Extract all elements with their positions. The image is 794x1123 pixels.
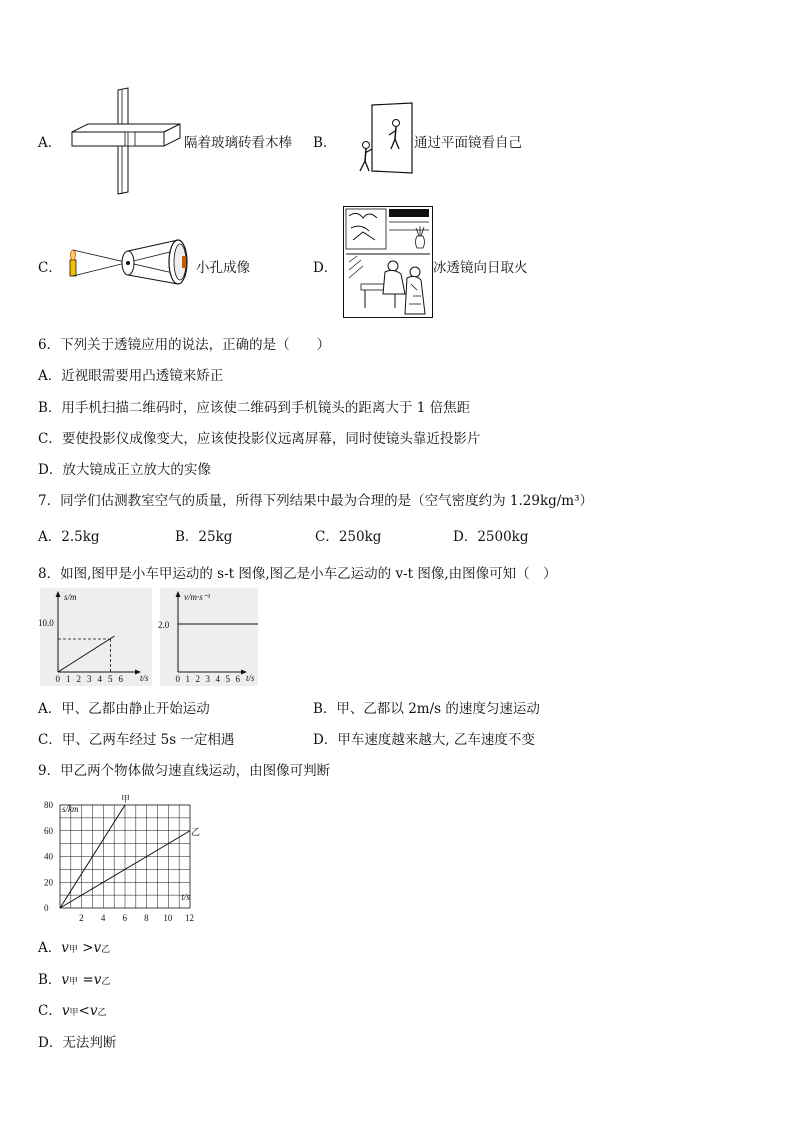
q5-option-b-caption: 通过平面镜看自己 xyxy=(414,135,522,151)
q9-option-d xyxy=(38,1031,116,1051)
q9-st-chart xyxy=(30,790,210,928)
x-tick-label: 1 xyxy=(66,674,71,684)
y-tick-label: 20 xyxy=(44,877,53,888)
y-tick-label: 0 xyxy=(44,903,49,913)
x-tick-label: 5 xyxy=(108,674,113,684)
x-tick-label: 8 xyxy=(144,913,149,923)
q9-option-a-letter: A． xyxy=(38,940,62,956)
q5-option-a-caption: 隔着玻璃砖看木棒 xyxy=(184,135,292,151)
x-tick-label: 1 xyxy=(185,674,190,684)
q8-option-a: A．甲、乙都由静止开始运动 xyxy=(38,701,210,717)
q9-a-op: > xyxy=(77,940,94,956)
q9-c-v2: v xyxy=(89,1003,98,1019)
q8-left-xlabel: t/s xyxy=(140,673,149,683)
q9-c-op: < xyxy=(78,1003,90,1019)
x-tick-label: 6 xyxy=(118,674,123,684)
y-axis-label: s/km xyxy=(62,804,79,814)
q9-b-op: = xyxy=(78,972,94,988)
q8-st-chart xyxy=(40,588,152,686)
q9-b-sub2: 乙 xyxy=(101,977,111,987)
q5-option-d-caption: 冰透镜向日取火 xyxy=(433,260,528,276)
q8-left-ylabel: s/m xyxy=(64,592,77,602)
series-label: 甲 xyxy=(121,794,131,804)
x-tick-label: 2 xyxy=(79,913,84,923)
x-tick-label: 2 xyxy=(195,674,200,684)
q5-option-a-letter: A． xyxy=(38,135,62,151)
q9-c-sub2: 乙 xyxy=(97,1008,107,1018)
q6-option-a: A．近视眼需要用凸透镜来矫正 xyxy=(38,368,224,384)
q9-option-d-text: 无法判断 xyxy=(62,1035,117,1051)
x-tick-label: 0 xyxy=(55,674,60,684)
x-tick-label: 4 xyxy=(97,674,102,684)
q8-vt-chart xyxy=(160,588,258,686)
ice-lens-fire-illustration xyxy=(343,206,433,318)
q9-option-a xyxy=(38,936,110,956)
q8-option-c: C．甲、乙两车经过 5s 一定相遇 xyxy=(38,732,235,748)
q8-left-ytick: 10.0 xyxy=(38,618,54,628)
q7-stem: 7．同学们估测教室空气的质量，所得下列结果中最为合理的是（空气密度约为 1.29kg/m³） xyxy=(38,493,594,509)
series-label: 乙 xyxy=(191,826,201,837)
q6-option-d: D．放大镜成正立放大的实像 xyxy=(38,462,211,478)
q7-option-c: C．250kg xyxy=(315,529,382,545)
q9-a-sub1: 甲 xyxy=(68,945,78,955)
q9-option-c xyxy=(38,999,106,1019)
q9-b-v1: v xyxy=(61,972,70,988)
x-tick-label: 3 xyxy=(205,674,210,684)
q8-option-d: D．甲车速度越来越大, 乙车速度不变 xyxy=(313,732,535,748)
x-tick-label: 5 xyxy=(225,674,230,684)
q9-a-v1: v xyxy=(61,940,69,956)
q8-option-b: B．甲、乙都以 2m/s 的速度匀速运动 xyxy=(313,701,540,717)
q6-stem: 6．下列关于透镜应用的说法，正确的是（ ） xyxy=(38,337,331,353)
glass-brick-rod-figure xyxy=(70,88,182,194)
q9-option-c-letter: C． xyxy=(38,1003,62,1019)
plane-mirror-figure xyxy=(352,103,414,175)
x-tick-label: 10 xyxy=(163,913,173,923)
q7-option-d: D．2500kg xyxy=(453,529,529,545)
x-tick-label: 4 xyxy=(215,674,220,684)
q9-a-v2: v xyxy=(93,940,102,956)
q5-option-c-caption: 小孔成像 xyxy=(196,260,250,276)
x-tick-label: 6 xyxy=(235,674,240,684)
q8-right-xlabel: t/s xyxy=(246,673,255,683)
x-tick-label: 2 xyxy=(76,674,81,684)
q7-option-a: A．2.5kg xyxy=(38,529,100,545)
q8-right-ytick: 2.0 xyxy=(158,620,170,630)
q5-option-b-letter: B． xyxy=(313,135,337,151)
q8-right-ylabel: v/m·s⁻¹ xyxy=(184,592,211,602)
pinhole-camera-figure xyxy=(66,236,194,286)
q8-stem: 8．如图,图甲是小车甲运动的 s-t 图像,图乙是小车乙运动的 v-t 图像,由图像可知（ ） xyxy=(38,566,557,582)
y-tick-label: 80 xyxy=(44,800,53,810)
x-tick-label: 0 xyxy=(175,674,180,684)
q7-option-b: B．25kg xyxy=(175,529,233,545)
q9-c-v1: v xyxy=(61,1003,70,1019)
q9-b-v2: v xyxy=(93,972,102,988)
x-tick-label: 6 xyxy=(122,913,127,923)
q6-option-c: C．要使投影仪成像变大，应该使投影仪远离屏幕，同时使镜头靠近投影片 xyxy=(38,431,481,447)
q9-option-b xyxy=(38,968,110,988)
x-tick-label: 4 xyxy=(100,913,106,923)
q9-c-sub1: 甲 xyxy=(69,1008,79,1018)
q5-option-c-letter: C． xyxy=(38,260,62,276)
q9-option-b-letter: B． xyxy=(38,972,62,988)
y-tick-label: 60 xyxy=(44,825,53,836)
y-tick-label: 40 xyxy=(44,851,53,862)
q9-option-d-letter: D． xyxy=(38,1035,63,1051)
q9-b-sub1: 甲 xyxy=(69,977,79,987)
q6-option-b: B．用手机扫描二维码时，应该使二维码到手机镜头的距离大于 1 倍焦距 xyxy=(38,400,471,416)
q9-stem: 9．甲乙两个物体做匀速直线运动，由图像可判断 xyxy=(38,763,331,779)
x-tick-label: 3 xyxy=(87,674,92,684)
q9-a-sub2: 乙 xyxy=(101,945,111,955)
x-tick-label: 12 xyxy=(185,913,194,923)
x-axis-label: t/s xyxy=(181,892,190,902)
q5-option-d-letter: D． xyxy=(313,260,338,276)
